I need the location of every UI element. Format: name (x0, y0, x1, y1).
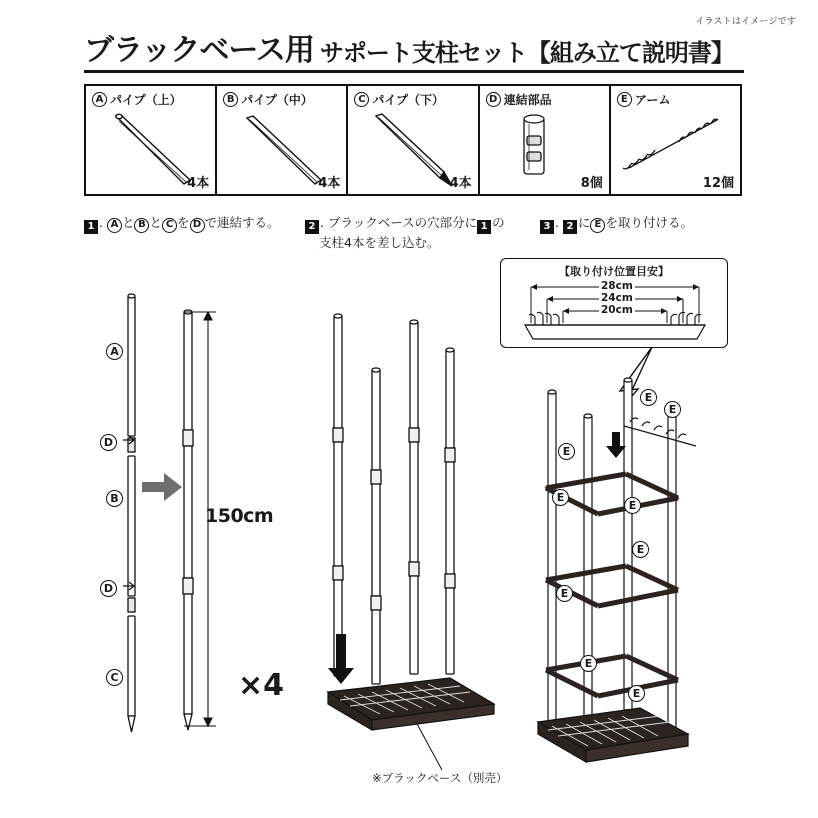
arm-mark-e-6: E (632, 538, 649, 558)
step3-text-post: を取り付ける。 (605, 215, 693, 230)
step1-mark-c: C (162, 218, 177, 233)
finished-rack-diagram (520, 370, 750, 800)
part-mark-a: A (92, 92, 107, 107)
part-qty-e: 12個 (702, 176, 735, 191)
part-qty-b: 4本 (318, 176, 341, 191)
arm-mark-e-3: E (558, 440, 575, 460)
step1-text-a: と (121, 215, 135, 230)
part-qty-d: 8個 (580, 176, 603, 191)
part-cell-d (480, 86, 611, 194)
measure-24cm: 24cm (601, 292, 633, 304)
step2-text-pre: ブラックベースの穴部分に (327, 215, 478, 230)
parts-list-table (84, 84, 742, 196)
pole-mark-c: C (106, 666, 123, 686)
title-sub: サポート支柱セット【組み立て説明書】 (319, 39, 734, 67)
measure-20cm: 20cm (601, 304, 633, 316)
step-1-number: 1 (84, 220, 98, 234)
arm-mark-e-4: E (552, 486, 569, 506)
part-mark-e: E (617, 92, 632, 107)
arm-mark-e-1: E (640, 386, 657, 406)
pole-mark-d-lower: D (100, 577, 117, 597)
pole-mark-d-arrow-lower (123, 580, 139, 592)
step1-mark-b: B (134, 218, 149, 233)
step-2-number: 2 (305, 220, 319, 234)
pole-mark-d-upper: D (100, 431, 117, 451)
step3-text-mid: に (577, 215, 591, 230)
base-insertion-diagram (310, 300, 510, 770)
arm-mark-e-7: E (556, 582, 573, 602)
part-qty-c: 4本 (449, 176, 472, 191)
step-2-instruction: 2 . ブラックベースの穴部分に 1 の 支柱4本を差し込む。 (305, 214, 525, 252)
part-cell-b (217, 86, 348, 194)
illustration-disclaimer: イラストはイメージです (695, 17, 796, 27)
part-label-e: アーム (634, 93, 671, 107)
part-mark-d: D (486, 92, 501, 107)
step2-ref-1: 1 (477, 220, 491, 234)
part-label-a: パイプ（上） (110, 93, 182, 107)
step-3-number: 3 (540, 220, 554, 234)
part-label-b: パイプ（中） (241, 93, 313, 107)
step2-text-post: の (492, 215, 505, 230)
blackbase-note: ※ブラックベース（別売） (372, 771, 508, 785)
page-title (84, 30, 744, 66)
part-cell-a (86, 86, 217, 194)
step1-mark-d: D (190, 218, 205, 233)
arm-mark-e-9: E (628, 682, 645, 702)
callout-title: 【取り付け位置目安】 (559, 265, 669, 278)
pole-mark-a: A (106, 340, 123, 360)
arm-mark-e-8: E (580, 652, 597, 672)
part-cell-e (611, 86, 740, 194)
step-1-instruction: 1 . A と B と C を D で連結する。 (84, 214, 294, 234)
pole-mark-b: B (106, 487, 123, 507)
multiplier-label: ×4 (238, 668, 285, 703)
part-label-d: 連結部品 (503, 93, 552, 107)
part-qty-a: 4本 (187, 176, 210, 191)
mounting-position-callout (500, 258, 728, 348)
step-3-instruction: 3 . 2 に E を取り付ける。 (540, 214, 750, 234)
step1-mark-a: A (107, 218, 122, 233)
pole-mark-d-arrow-upper (123, 434, 139, 446)
title-main: ブラックベース用 (84, 33, 314, 68)
step1-text-b: と (149, 215, 162, 230)
step3-mark-e: E (590, 218, 605, 233)
part-cell-c (348, 86, 479, 194)
step1-text-c: を (176, 215, 190, 230)
arm-mark-e-5: E (624, 494, 641, 514)
arm-mark-e-2: E (664, 398, 681, 418)
step1-text-d: で連結する。 (204, 215, 280, 230)
length-label-150cm: 150cm (205, 505, 274, 527)
step3-ref-2: 2 (563, 220, 577, 234)
title-divider (84, 70, 744, 73)
part-mark-b: B (223, 92, 238, 107)
part-label-c: パイプ（下） (372, 93, 445, 107)
part-mark-c: C (354, 92, 369, 107)
measure-28cm: 28cm (601, 280, 633, 292)
blackbase-leader (408, 716, 448, 772)
step2-line2: 支柱4本を差し込む。 (319, 235, 440, 251)
